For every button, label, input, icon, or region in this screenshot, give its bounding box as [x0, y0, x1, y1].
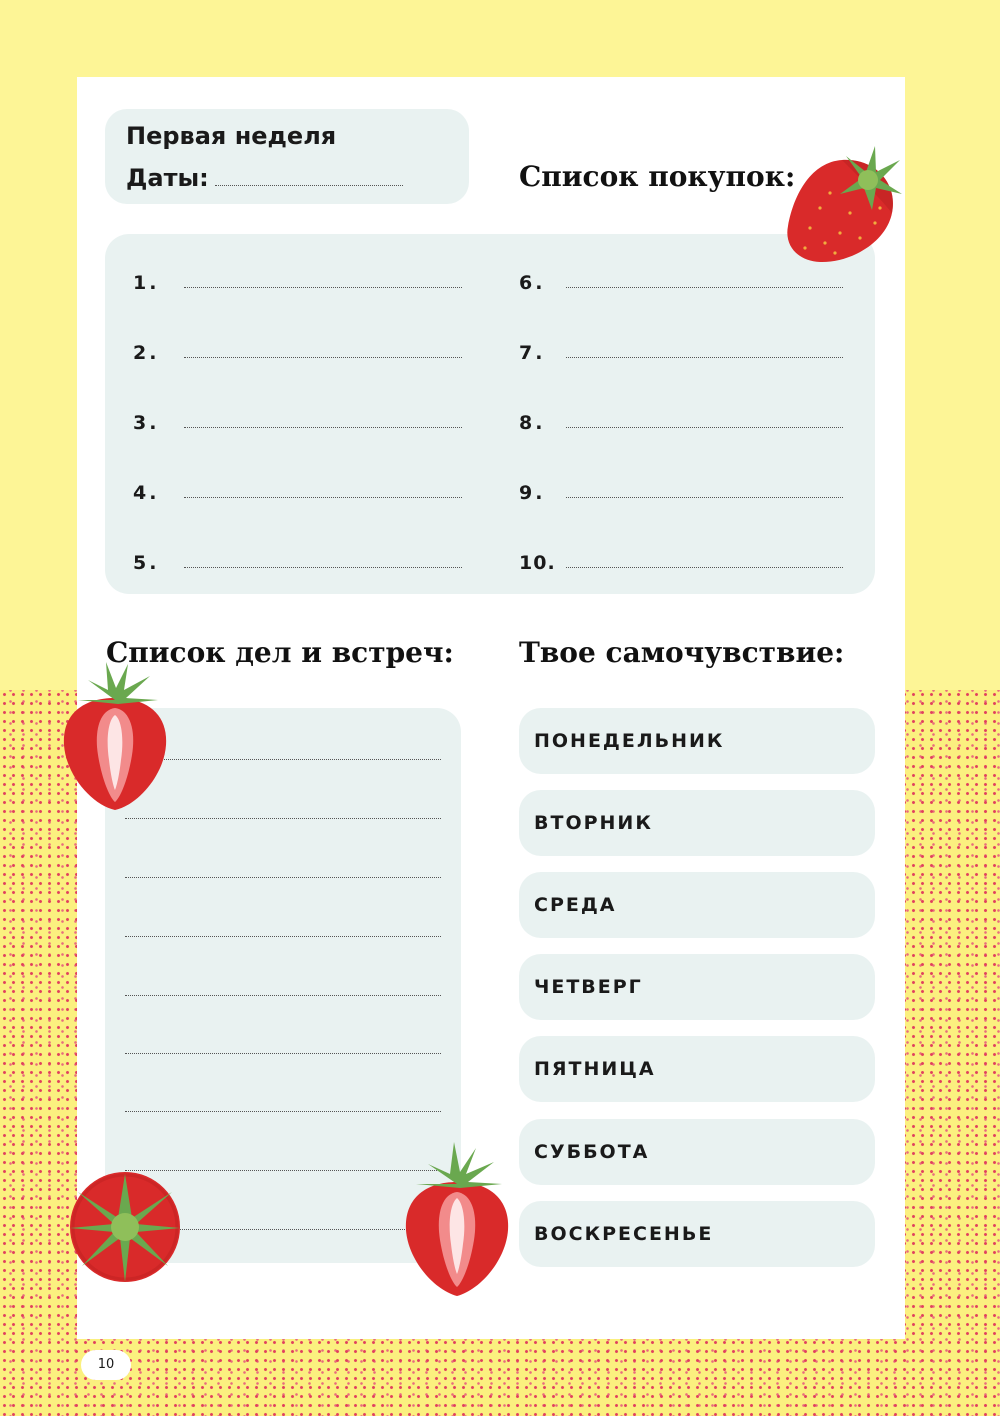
day-label: СУББОТА — [534, 1141, 650, 1163]
shopping-item-number: 2. — [133, 342, 160, 364]
shopping-item-number: 7. — [519, 342, 546, 364]
shopping-item-line[interactable] — [184, 567, 462, 568]
shopping-item-line[interactable] — [566, 427, 843, 428]
day-wednesday[interactable] — [519, 872, 875, 938]
shopping-item-line[interactable] — [566, 497, 843, 498]
page-number-badge — [81, 1350, 131, 1380]
strawberry-top-view-icon — [68, 1170, 183, 1285]
strawberry-whole-icon — [780, 138, 905, 268]
shopping-list-heading: Список покупок: — [519, 160, 796, 193]
shopping-list-panel — [105, 234, 875, 594]
shopping-item-line[interactable] — [566, 567, 843, 568]
shopping-item-number: 10. — [519, 552, 556, 574]
day-label: ЧЕТВЕРГ — [534, 976, 643, 998]
day-label: ВОСКРЕСЕНЬЕ — [534, 1223, 714, 1245]
shopping-item-line[interactable] — [184, 357, 462, 358]
day-sunday[interactable] — [519, 1201, 875, 1267]
shopping-item-number: 8. — [519, 412, 546, 434]
shopping-item-line[interactable] — [184, 427, 462, 428]
day-label: СРЕДА — [534, 894, 617, 916]
day-monday[interactable] — [519, 708, 875, 774]
strawberry-half-icon — [58, 660, 173, 815]
todo-line[interactable] — [125, 1053, 441, 1054]
shopping-item-number: 5. — [133, 552, 160, 574]
strawberry-half-icon — [400, 1140, 515, 1300]
todo-list-heading: Список дел и встреч: — [106, 636, 454, 669]
todo-line[interactable] — [125, 877, 441, 878]
shopping-item-line[interactable] — [566, 357, 843, 358]
shopping-item-number: 6. — [519, 272, 546, 294]
shopping-item-number: 4. — [133, 482, 160, 504]
shopping-item-line[interactable] — [566, 287, 843, 288]
shopping-item-line[interactable] — [184, 287, 462, 288]
page-number: 10 — [97, 1357, 115, 1372]
dates-label: Даты: — [126, 164, 209, 192]
day-saturday[interactable] — [519, 1119, 875, 1185]
todo-line[interactable] — [125, 1111, 441, 1112]
day-label: ПОНЕДЕЛЬНИК — [534, 730, 725, 752]
todo-line[interactable] — [125, 936, 441, 937]
shopping-item-number: 3. — [133, 412, 160, 434]
wellbeing-heading: Твое самочувствие: — [519, 636, 845, 669]
dates-field-line[interactable] — [215, 185, 403, 186]
day-label: ПЯТНИЦА — [534, 1058, 656, 1080]
shopping-item-line[interactable] — [184, 497, 462, 498]
week-title: Первая неделя — [126, 122, 337, 150]
todo-line[interactable] — [125, 995, 441, 996]
day-friday[interactable] — [519, 1036, 875, 1102]
shopping-item-number: 9. — [519, 482, 546, 504]
day-thursday[interactable] — [519, 954, 875, 1020]
todo-line[interactable] — [125, 818, 441, 819]
shopping-item-number: 1. — [133, 272, 160, 294]
day-tuesday[interactable] — [519, 790, 875, 856]
day-label: ВТОРНИК — [534, 812, 653, 834]
